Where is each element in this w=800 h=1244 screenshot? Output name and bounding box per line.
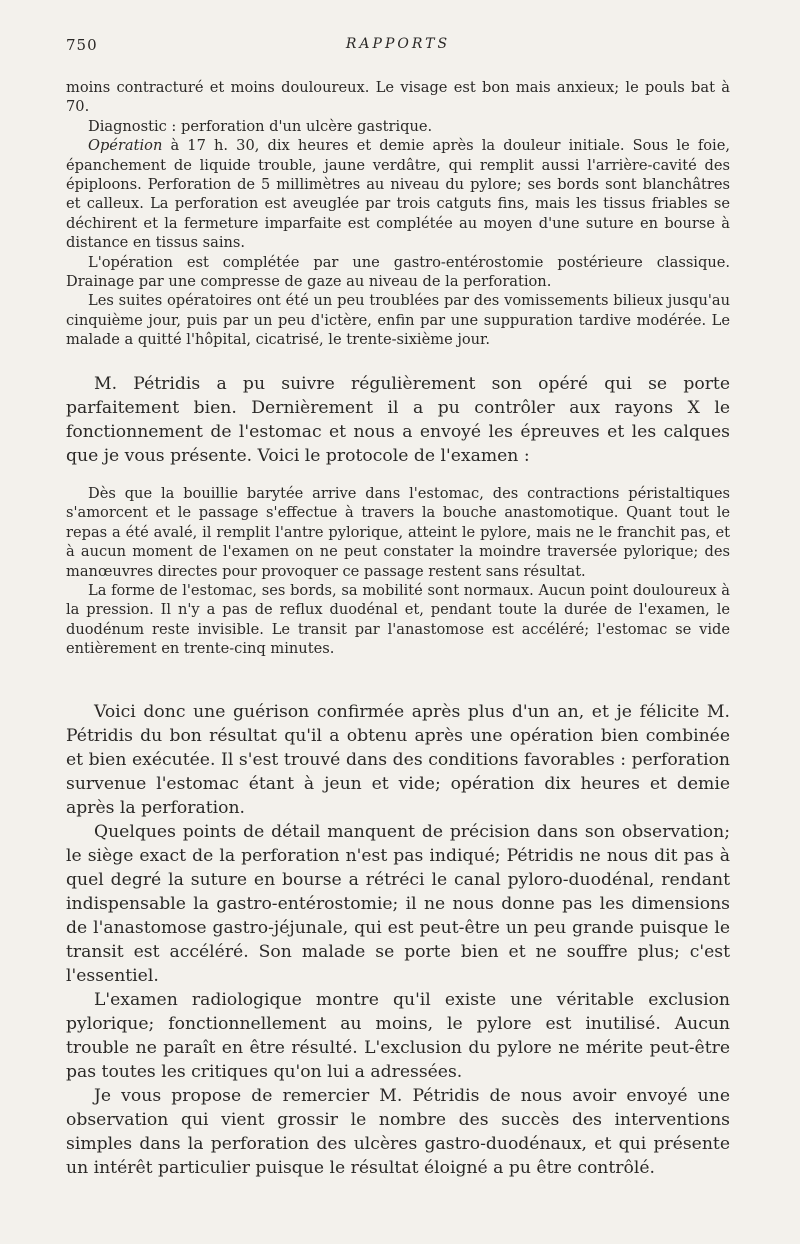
exam-report-paragraph: La forme de l'estomac, ses bords, sa mobilité sont normaux. Aucun point douloureux à la pression. Il n'y a pas de reflux duodénal et, pendant toute la durée de l'examen, le duodénum reste invisible. Le transit par l'anastomose est accéléré; l'estomac se vide entièrement en trente-cinq minutes. [66, 582, 730, 658]
commentary-paragraph: Quelques points de détail manquent de précision dans son observation; le siège exact de la perforation n'est pas indiqué; Pétridis ne nous dit pas à quel degré la suture en bourse a rétréci le canal pyloro-duodénal, rendant indispensable la gastro-entérostomie; il ne nous donne pas les dimensions de l'anastomose gastro-jéjunale, qui est peut-être un peu grande puisque le transit est accéléré. Son malade se porte bien et ne souffre plus; c'est l'essentiel. [66, 822, 730, 986]
diagnosis-paragraph: Diagnostic : perforation d'un ulcère gastrique. [88, 117, 433, 135]
operation-paragraph [66, 136, 730, 252]
case-report-paragraph: moins contracturé et moins douloureux. Le visage est bon mais anxieux; le pouls bat à 70. [66, 79, 730, 116]
page-header [66, 36, 730, 58]
commentary-section [66, 700, 730, 1180]
commentary-paragraph: M. Pétridis a pu suivre régulièrement son opéré qui se porte parfaitement bien. Dernièrement il a pu contrôler aux rayons X le fonctionnement de l'estomac et nous a envoyé les épreuves et les calques que je vous présente. Voici le protocole de l'examen : [66, 374, 730, 466]
page-number: 750 [66, 36, 98, 54]
commentary-section [66, 372, 730, 468]
operation-text: à 17 h. 30, dix heures et demie après la douleur initiale. Sous le foie, épanchement de liquide trouble, jaune verdâtre, qui remplit aussi l'arrière-cavité des épiploons. Perforation de 5 millimètres au niveau du pylore; ses bords sont blanchâtres et calleux. La perforation est aveuglée par trois catguts fins, mais les tissus friables se déchirent et la fermeture imparfaite est complétée au moyen d'une suture en bourse à distance en tissus sains. [66, 137, 730, 252]
exam-report-section [66, 484, 730, 659]
case-report-paragraph: Les suites opératoires ont été un peu troublées par des vomissements bilieux jusqu'au cinquième jour, puis par un peu d'ictère, enfin par une suppuration tardive modérée. Le malade a quitté l'hôpital, cicatrisé, le trente-sixième jour. [66, 292, 730, 349]
operation-label: Opération [88, 137, 163, 155]
case-report-paragraph: L'opération est complétée par une gastro-entérostomie postérieure classique. Drainage par une compresse de gaze au niveau de la perforation. [66, 253, 730, 291]
exam-report-paragraph: Dès que la bouillie barytée arrive dans l'estomac, des contractions péristaltiques s'amorcent et le passage s'effectue à travers la bouche anastomotique. Quant tout le repas a été avalé, il remplit l'antre pylorique, atteint le pylore, mais ne le franchit pas, et à aucun moment de l'examen on ne peut constater la moindre traversée pylorique; des manœuvres directes pour provoquer ce passage restent sans résultat. [66, 485, 730, 580]
running-title: RAPPORTS [345, 36, 451, 52]
commentary-paragraph: Je vous propose de remercier M. Pétridis de nous avoir envoyé une observation qui vient grossir le nombre des succès des interventions simples dans la perforation des ulcères gastro-duodénaux, et qui présente un intérêt particulier puisque le résultat éloigné a pu être contrôlé. [66, 1086, 730, 1178]
commentary-paragraph: Voici donc une guérison confirmée après plus d'un an, et je félicite M. Pétridis du bon résultat qu'il a obtenu après une opération bien combinée et bien exécutée. Il s'est trouvé dans des conditions favorables : perforation survenue l'estomac étant à jeun et vide; opération dix heures et demie après la perforation. [66, 702, 730, 818]
case-report-section [66, 78, 730, 350]
commentary-paragraph: L'examen radiologique montre qu'il existe une véritable exclusion pylorique; fonctionnellement au moins, le pylore est inutilisé. Aucun trouble ne paraît en être résulté. L'exclusion du pylore ne mérite peut-être pas toutes les critiques qu'on lui a adressées. [66, 990, 730, 1082]
